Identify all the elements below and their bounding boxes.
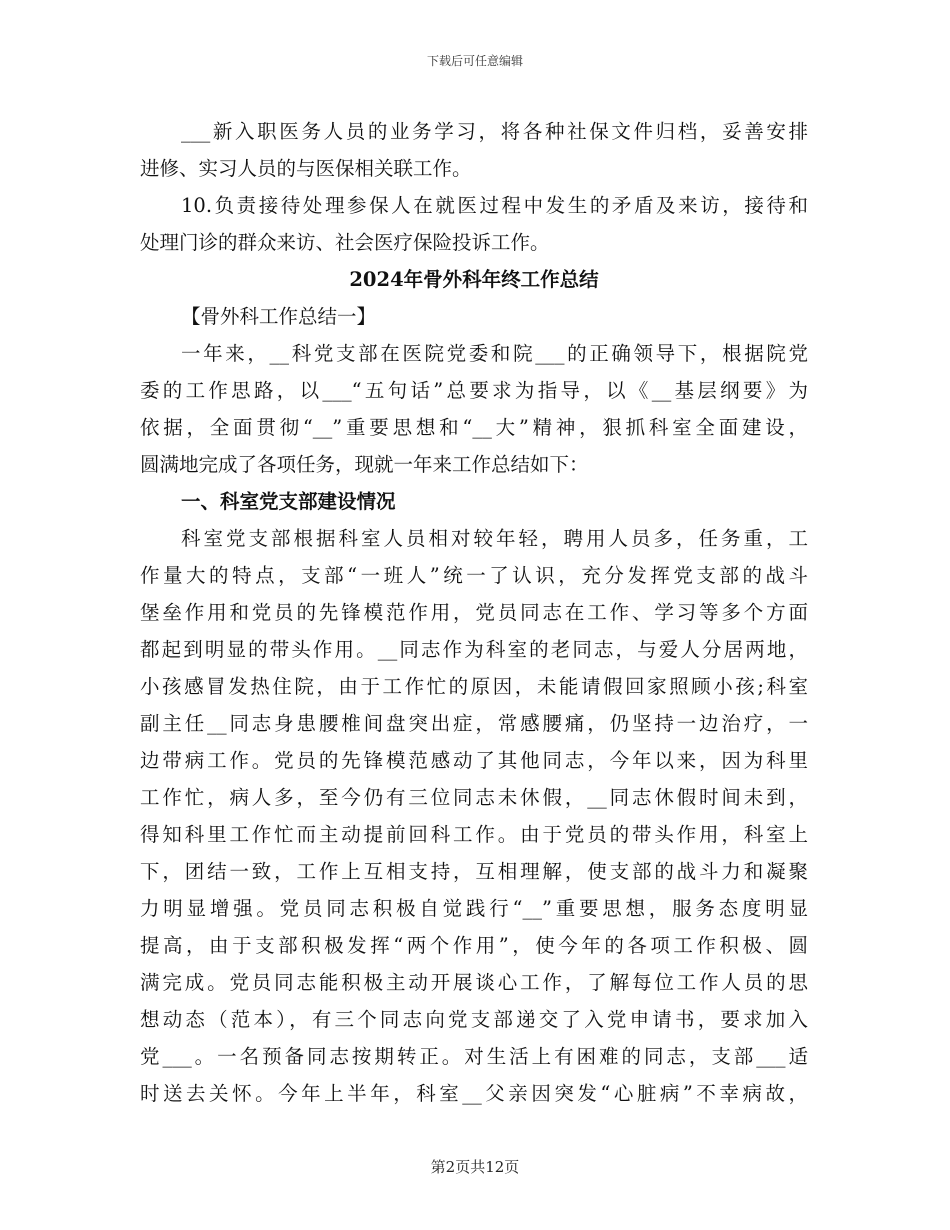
body-line: 一年来，__科党支部在医院党委和院___的正确领导下，根据院党 — [181, 342, 808, 365]
body-line: 副主任__同志身患腰椎间盘突出症，常感腰痛，仍坚持一边治疗，一 — [140, 712, 808, 735]
section-heading: 一、科室党支部建设情况 — [181, 490, 396, 513]
page-header: 下载后可任意编辑 — [426, 54, 523, 68]
body-line: 10.负责接待处理参保人在就医过程中发生的矛盾及来访，接待和 — [181, 194, 808, 217]
page-number: 第2页共12页 — [430, 1158, 520, 1176]
subtitle: 【骨外科工作总结一】 — [181, 305, 377, 328]
document-body — [140, 113, 808, 1112]
body-line: 力明显增强。党员同志积极自觉践行“__”重要思想，服务态度明显 — [140, 897, 808, 920]
body-line: 下，团结一致，工作上互相支持，互相理解，使支部的战斗力和凝聚 — [140, 860, 808, 883]
body-line: 得知科里工作忙而主动提前回科工作。由于党员的带头作用，科室上 — [140, 823, 808, 846]
body-line: 进修、实习人员的与医保相关联工作。 — [140, 157, 472, 180]
body-line: 小孩感冒发热住院，由于工作忙的原因，未能请假回家照顾小孩;科室 — [140, 675, 808, 698]
section-title: 2024年骨外科年终工作总结 — [349, 268, 599, 291]
body-line: 依据，全面贯彻“__”重要思想和“__大”精神，狠抓科室全面建设， — [140, 416, 808, 439]
body-line: 边带病工作。党员的先锋模范感动了其他同志，今年以来，因为科里 — [140, 749, 808, 772]
body-line: 提高，由于支部积极发挥“两个作用”，使今年的各项工作积极、圆 — [140, 934, 808, 957]
body-line: 党___。一名预备同志按期转正。对生活上有困难的同志，支部___适 — [140, 1045, 808, 1068]
body-line: 时送去关怀。今年上半年，科室__父亲因突发“心脏病”不幸病故， — [140, 1082, 808, 1105]
body-line: 都起到明显的带头作用。__同志作为科室的老同志，与爱人分居两地， — [140, 638, 808, 661]
body-line: ___新入职医务人员的业务学习，将各种社保文件归档，妥善安排 — [181, 120, 808, 143]
body-line: 作量大的特点，支部“一班人”统一了认识，充分发挥党支部的战斗 — [140, 564, 808, 587]
body-line: 满完成。党员同志能积极主动开展谈心工作，了解每位工作人员的思 — [140, 971, 808, 994]
body-line: 堡垒作用和党员的先锋模范作用，党员同志在工作、学习等多个方面 — [140, 601, 808, 624]
body-line: 委的工作思路，以___“五句话”总要求为指导，以《__基层纲要》为 — [140, 379, 808, 402]
body-line: 科室党支部根据科室人员相对较年轻，聘用人员多，任务重，工 — [181, 527, 808, 550]
body-line: 处理门诊的群众来访、社会医疗保险投诉工作。 — [140, 231, 550, 254]
body-line: 工作忙，病人多，至今仍有三位同志未休假，__同志休假时间未到， — [140, 786, 808, 809]
body-line: 想动态（范本），有三个同志向党支部递交了入党申请书，要求加入 — [140, 1008, 808, 1031]
body-line: 圆满地完成了各项任务，现就一年来工作总结如下： — [140, 453, 589, 476]
